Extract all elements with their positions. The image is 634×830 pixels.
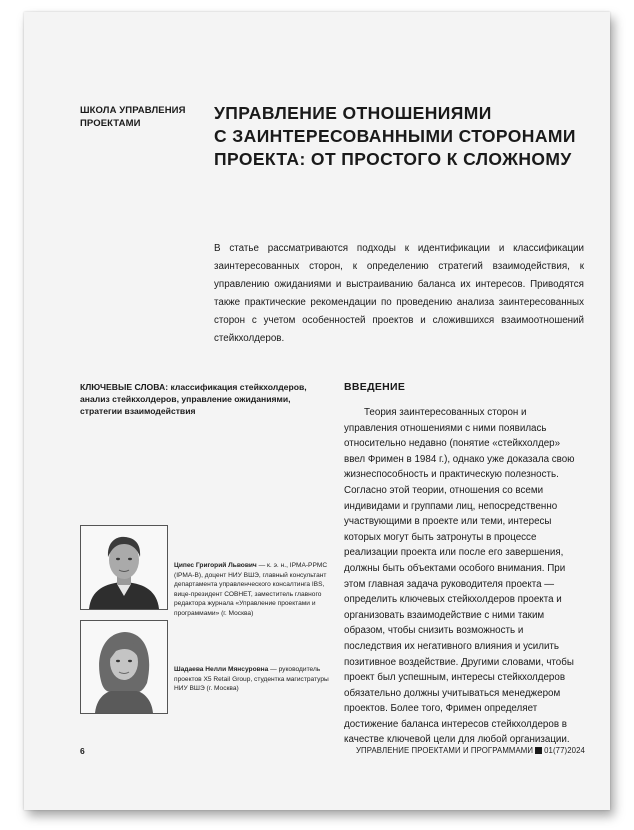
title-line: С ЗАИНТЕРЕСОВАННЫМИ СТОРОНАМИ	[214, 126, 576, 146]
article-title	[214, 102, 574, 171]
author-name: Ципес Григорий Львович	[174, 562, 257, 569]
author-bio	[174, 561, 332, 619]
intro-heading: ВВЕДЕНИЕ	[344, 381, 406, 393]
author-details: — к. э. н., IPMA-PPMC (IPMA-B), доцент НИУ ВШЭ, главный консультант департамента управленческого консалтинга IBS, вице-президент СОВНЕТ, заместитель главного редактора журнала «Управление проектами и программами» (г. Москва)	[174, 562, 328, 617]
title-line: ПРОЕКТА: ОТ ПРОСТОГО К СЛОЖНОМУ	[214, 149, 572, 169]
abstract: В статье рассматриваются подходы к идентификации и классификации заинтересованных сторон, к определению стратегий взаимодействия, к управлению ожиданиями и выстраиванию баланса их интересов. Приводятся также практические рекомендации по проведению анализа заинтересованных сторон с учетом особенностей проектов и сложившихся взаимоотношений стейкхолдеров.	[214, 243, 584, 344]
journal-page	[24, 12, 610, 810]
journal-name: УПРАВЛЕНИЕ ПРОЕКТАМИ И ПРОГРАММАМИ	[355, 746, 534, 755]
page-number: 6	[80, 746, 85, 756]
section-label: ШКОЛА УПРАВЛЕНИЯ ПРОЕКТАМИ	[80, 105, 186, 129]
intro-text	[344, 405, 579, 748]
square-separator-icon	[535, 747, 542, 754]
title-line: УПРАВЛЕНИЕ ОТНОШЕНИЯМИ	[214, 103, 492, 123]
author-photo	[80, 525, 168, 610]
woman-portrait-icon	[81, 621, 167, 713]
author-details: — руководитель проектов X5 Retail Group, студентка магистратуры НИУ ВШЭ (г. Москва)	[174, 666, 329, 693]
author-bio	[174, 665, 332, 694]
keywords: КЛЮЧЕВЫЕ СЛОВА: классификация стейкхолдеров, анализ стейкхолдеров, управление ожиданиями, стратегии взаимодействия	[80, 382, 307, 416]
journal-issue: 01(77)2024	[544, 746, 585, 755]
intro-paragraph: Теория заинтересованных сторон и управления отношениями с ними появилась относительно недавно (понятие «стейкхолдер» ввел Фримен в 1984 г.), однако уже доказала свою жизнеспособность и практическую полезность. Согласно этой теории, отношения со всеми индивидами и группами лиц, непосредственно участвующими в проекте или теми, интересы которых могут быть затронуты в процессе реализации проекта или после его завершения, должны быть объектами особого внимания. При этом главная задача руководителя проекта — определить ключевых стейкхолдеров проекта и организовать взаимодействие с ними таким образом, чтобы снизить возможность и последствия их негативного влияния и усилить позитивное воздействие. Другими словами, чтобы проект был успешным, интересы стейкхолдеров обязательно должны учитываться менеджером проектов. Более того, Фримен определяет достижение баланса интересов стейкхолдеров в качестве ключевой цели для любой организации.	[344, 407, 575, 746]
journal-footer	[356, 746, 585, 755]
author-name: Шадаева Нелли Мянсуровна	[174, 666, 269, 673]
author-photo	[80, 620, 168, 714]
man-portrait-icon	[81, 526, 167, 609]
